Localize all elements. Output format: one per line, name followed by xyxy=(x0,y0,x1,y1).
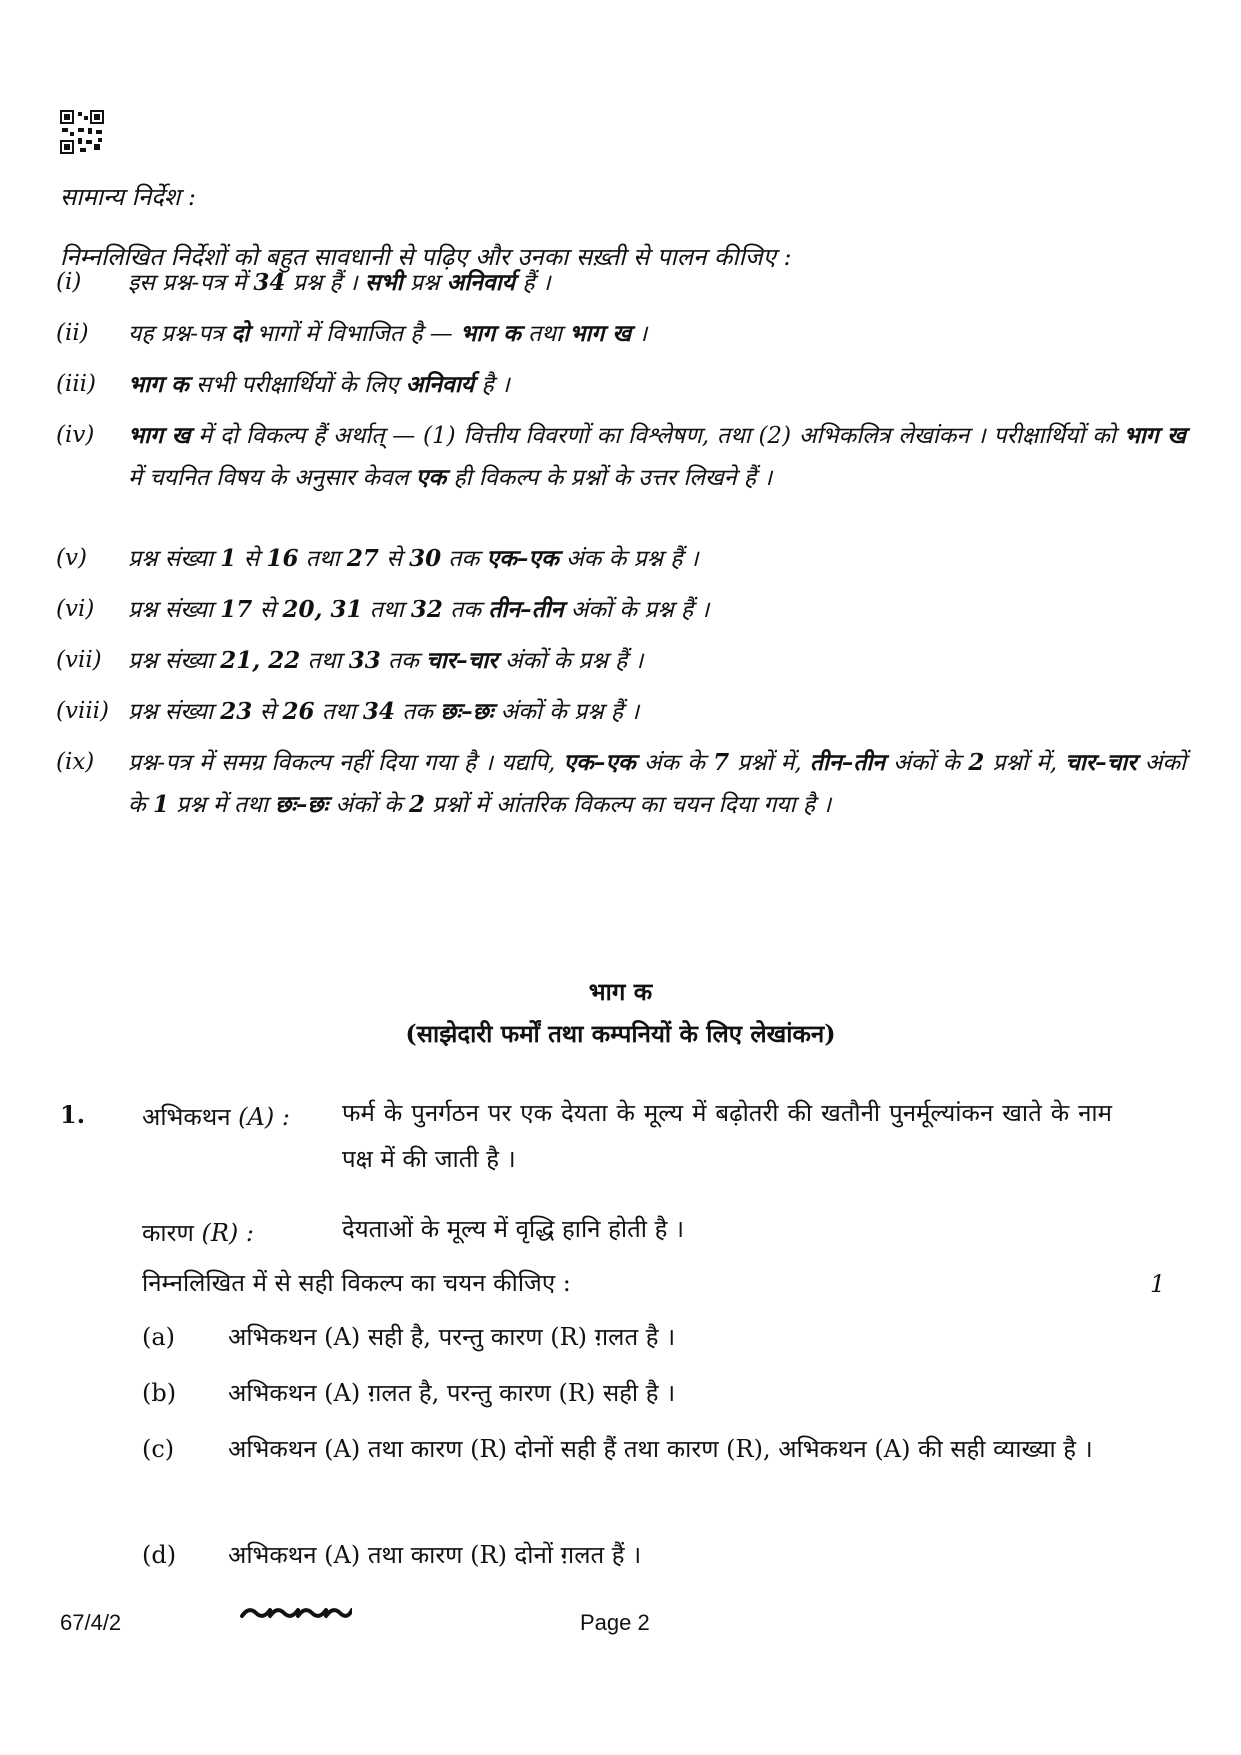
instruction-emphasis: 26 xyxy=(282,698,315,725)
instruction-segment: प्रश्नों में, xyxy=(984,750,1066,776)
instruction-segment: प्रश्न संख्या xyxy=(128,597,221,623)
instruction-emphasis: सभी xyxy=(364,269,403,296)
option-label: (a) xyxy=(142,1323,176,1351)
instruction-segment: अंकों के प्रश्न हैं । xyxy=(493,699,640,725)
instruction-segment: सभी परीक्षार्थियों के लिए xyxy=(188,372,406,398)
instruction-item xyxy=(56,640,1186,682)
instruction-emphasis: 21, 22 xyxy=(220,647,301,674)
instruction-number: (viii) xyxy=(56,698,110,724)
instruction-segment: में दो विकल्प हैं अर्थात् — (1) वित्तीय विवरणों का विश्लेषण, तथा (2) अभिकलित्र लेखांकन । परीक्षार्थियों को xyxy=(190,423,1124,449)
instruction-emphasis: एक–एक xyxy=(486,545,559,572)
instruction-segment: तथा xyxy=(300,648,349,674)
instruction-emphasis: 17 xyxy=(220,596,253,623)
instruction-emphasis: चार–चार xyxy=(1065,749,1137,776)
instruction-segment: प्रश्न-पत्र में समग्र विकल्प नहीं दिया गया है । यद्यपि, xyxy=(128,750,564,776)
instruction-segment: प्रश्न में तथा xyxy=(169,792,276,818)
instruction-emphasis: चार–चार xyxy=(426,647,498,674)
instruction-segment: अंकों के xyxy=(885,750,969,776)
option-text: अभिकथन (A) तथा कारण (R) दोनों सही हैं तथा कारण (R), अभिकथन (A) की सही व्याख्या है । xyxy=(228,1435,1093,1463)
assertion-label-text: अभिकथन xyxy=(142,1103,231,1131)
instruction-emphasis: 33 xyxy=(348,647,381,674)
assertion-tag: (A) : xyxy=(238,1103,290,1131)
instruction-emphasis: 2 xyxy=(408,791,425,818)
instruction-item xyxy=(56,415,1186,499)
instruction-text xyxy=(128,640,1186,682)
instruction-segment: भागों में विभाजित है — xyxy=(249,321,461,347)
instruction-segment: से xyxy=(236,546,267,572)
instruction-number: (v) xyxy=(56,545,87,571)
instruction-segment: अंकों के प्रश्न हैं । xyxy=(497,648,644,674)
instruction-segment: ही विकल्प के प्रश्नों के उत्तर लिखने हैं । xyxy=(446,465,773,491)
reason-label xyxy=(142,1216,254,1249)
qr-code-icon xyxy=(60,110,104,154)
instruction-number: (vi) xyxy=(56,596,95,622)
instruction-text xyxy=(128,589,1186,631)
instruction-segment: प्रश्न संख्या xyxy=(128,699,221,725)
instruction-segment: तक xyxy=(441,546,487,572)
instruction-emphasis: अनिवार्य xyxy=(446,269,516,296)
option-text: अभिकथन (A) ग़लत है, परन्तु कारण (R) सही है । xyxy=(228,1379,676,1407)
assertion-text: फर्म के पुनर्गठन पर एक देयता के मूल्य में बढ़ोतरी की खतौनी पुनर्मूल्यांकन खाते के नाम पक्ष में की जाती है । xyxy=(342,1099,1112,1173)
instruction-item xyxy=(56,262,1186,304)
option-text: अभिकथन (A) तथा कारण (R) दोनों ग़लत हैं । xyxy=(228,1541,642,1569)
instruction-emphasis: भाग क xyxy=(128,371,189,398)
option-label: (d) xyxy=(142,1541,177,1569)
instruction-emphasis: भाग ख xyxy=(1123,422,1186,449)
tilde-ornament-icon xyxy=(240,1598,352,1628)
section-title: भाग क xyxy=(588,977,653,1006)
instruction-segment: से xyxy=(378,546,410,572)
assertion-label xyxy=(142,1100,290,1133)
instruction-emphasis: एक xyxy=(415,464,447,491)
instruction-number: (i) xyxy=(56,269,82,295)
instruction-segment: से xyxy=(252,597,283,623)
instruction-item xyxy=(56,589,1186,631)
instruction-segment: इस प्रश्न-पत्र में xyxy=(128,270,254,296)
instruction-emphasis: 30 xyxy=(409,545,442,572)
instruction-emphasis: तीन–तीन xyxy=(809,749,886,776)
instruction-emphasis: 1 xyxy=(220,545,237,572)
instruction-number: (iv) xyxy=(56,422,95,448)
instruction-segment: तक xyxy=(394,699,441,725)
instruction-emphasis: तीन–तीन xyxy=(488,596,564,623)
reason-text: देयताओं के मूल्य में वृद्धि हानि होती है । xyxy=(342,1215,685,1243)
instruction-segment: अंकों के xyxy=(128,750,1186,818)
instruction-segment: तक xyxy=(442,597,489,623)
instruction-emphasis: अनिवार्य xyxy=(405,371,475,398)
instruction-emphasis: 32 xyxy=(410,596,443,623)
instruction-segment: अंक के xyxy=(635,750,714,776)
question-prompt: निम्नलिखित में से सही विकल्प का चयन कीजिए : xyxy=(142,1269,571,1297)
option-c xyxy=(142,1426,1142,1472)
instruction-segment: प्रश्न xyxy=(402,270,447,296)
reason-tag: (R) : xyxy=(201,1219,254,1247)
instruction-segment: तक xyxy=(380,648,427,674)
instruction-number: (vii) xyxy=(56,647,102,673)
instruction-segment: तथा xyxy=(298,546,347,572)
option-label: (c) xyxy=(142,1435,175,1463)
instruction-segment: से xyxy=(252,699,283,725)
instruction-item xyxy=(56,691,1186,733)
instruction-item xyxy=(56,538,1186,580)
instruction-emphasis: 16 xyxy=(266,545,299,572)
instruction-text xyxy=(128,538,1186,580)
instruction-segment: प्रश्न संख्या xyxy=(128,546,221,572)
instruction-text xyxy=(128,262,1186,304)
instruction-number: (iii) xyxy=(56,371,97,397)
instruction-emphasis: 27 xyxy=(346,545,379,572)
instruction-item xyxy=(56,313,1186,355)
instruction-text xyxy=(128,691,1186,733)
instruction-emphasis: भाग ख xyxy=(128,422,191,449)
option-label: (b) xyxy=(142,1379,177,1407)
general-instructions-intro: निम्नलिखित निर्देशों को बहुत सावधानी से पढ़िए और उनका सख़्ती से पालन कीजिए : xyxy=(60,243,792,271)
instruction-text xyxy=(128,415,1186,499)
instruction-emphasis: 20, 31 xyxy=(282,596,363,623)
instruction-segment: तथा xyxy=(520,321,570,347)
instruction-emphasis: 34 xyxy=(253,269,286,296)
instruction-segment: हैं । xyxy=(515,270,551,296)
instruction-emphasis: 7 xyxy=(713,749,730,776)
instruction-emphasis: एक–एक xyxy=(563,749,636,776)
instruction-emphasis: 2 xyxy=(968,749,985,776)
instruction-emphasis: 23 xyxy=(220,698,253,725)
option-d xyxy=(142,1532,1142,1578)
paper-code: 67/4/2 xyxy=(60,1610,122,1635)
general-instructions-title: सामान्य निर्देश : xyxy=(60,183,196,211)
instruction-item xyxy=(56,364,1186,406)
question-number: 1. xyxy=(60,1100,86,1129)
instruction-segment: अंकों के xyxy=(328,792,409,818)
instruction-emphasis: दो xyxy=(231,320,250,347)
instruction-segment: प्रश्नों में आंतरिक विकल्प का चयन दिया गया है । xyxy=(424,792,832,818)
instruction-emphasis: छः–छः xyxy=(440,698,494,725)
instruction-emphasis: छः–छः xyxy=(275,791,329,818)
reason-label-text: कारण xyxy=(142,1219,194,1247)
instruction-item xyxy=(56,742,1186,826)
section-subtitle: (साझेदारी फर्मों तथा कम्पनियों के लिए लेखांकन) xyxy=(405,1019,836,1048)
question-marks: 1 xyxy=(1150,1270,1166,1298)
instruction-number: (ii) xyxy=(56,320,89,346)
instruction-segment: है । xyxy=(474,372,510,398)
instruction-segment: प्रश्न संख्या xyxy=(128,648,221,674)
instruction-text xyxy=(128,742,1186,826)
instruction-segment: । xyxy=(631,321,648,347)
instruction-text xyxy=(128,364,1186,406)
instruction-number: (ix) xyxy=(56,749,95,775)
option-b xyxy=(142,1370,1142,1416)
instruction-segment: यह प्रश्न-पत्र xyxy=(128,321,232,347)
instruction-segment: प्रश्न हैं । xyxy=(285,270,365,296)
instruction-segment: तथा xyxy=(362,597,411,623)
instruction-emphasis: भाग क xyxy=(460,320,521,347)
instruction-segment: अंक के प्रश्न हैं । xyxy=(558,546,699,572)
instruction-text xyxy=(128,313,1186,355)
instruction-segment: प्रश्नों में, xyxy=(729,750,810,776)
option-a xyxy=(142,1314,1142,1360)
instruction-emphasis: 1 xyxy=(152,791,169,818)
instruction-segment: अंकों के प्रश्न हैं । xyxy=(563,597,710,623)
instruction-emphasis: 34 xyxy=(362,698,395,725)
option-text: अभिकथन (A) सही है, परन्तु कारण (R) ग़लत है । xyxy=(228,1323,676,1351)
instruction-segment: में चयनित विषय के अनुसार केवल xyxy=(128,465,416,491)
instruction-segment: तथा xyxy=(314,699,363,725)
page-number: Page 2 xyxy=(580,1610,650,1635)
instruction-emphasis: भाग ख xyxy=(569,320,632,347)
